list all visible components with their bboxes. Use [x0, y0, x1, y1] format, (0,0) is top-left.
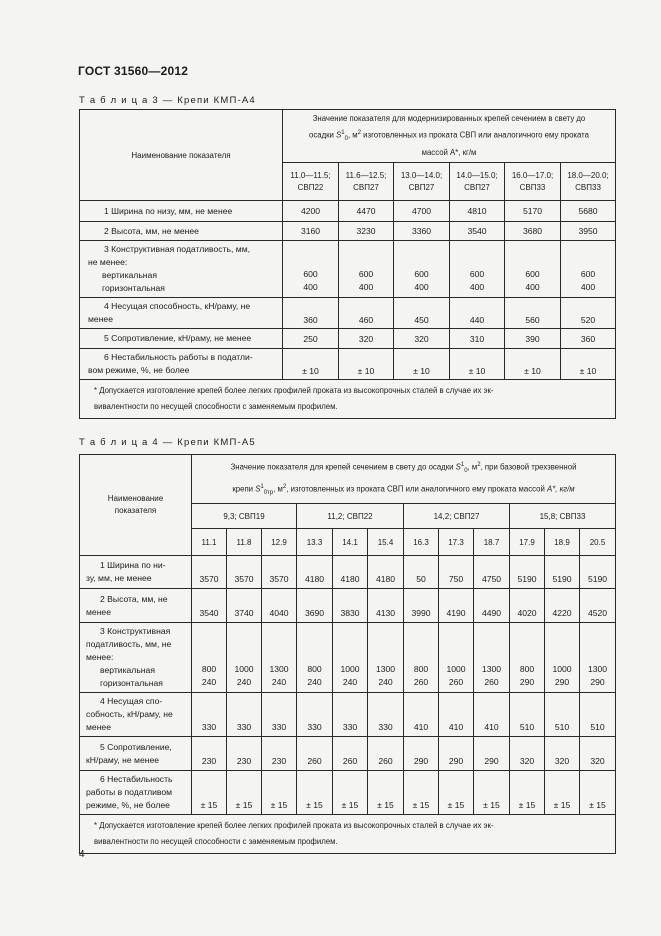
table-cell: 5190 [580, 556, 616, 589]
table-cell: 290 [474, 737, 510, 771]
table3-footnote: * Допускается изготовление крепей более легких профилей проката из высокопрочных сталей в случае их эк- вивалентности по несущей способности с заменяемым профилем. [80, 380, 616, 419]
row-label: 5 Сопротивление, кН/раму, не менее [80, 737, 192, 771]
table-cell: ± 15 [545, 771, 580, 815]
table-cell: 330 [333, 693, 368, 737]
table-cell: 600 400 [505, 241, 561, 298]
table-cell: 450 [394, 298, 450, 329]
table-cell: 520 [561, 298, 616, 329]
table-cell: 1300 290 [580, 623, 616, 693]
table-cell: 3950 [561, 222, 616, 241]
table-cell: 600 400 [394, 241, 450, 298]
table-cell: 3160 [283, 222, 339, 241]
table-row [80, 556, 616, 589]
table-row [80, 589, 616, 623]
page-number: 4 [79, 849, 85, 860]
table-cell: 5190 [510, 556, 545, 589]
table-cell: 330 [262, 693, 297, 737]
table3 [79, 109, 616, 419]
table-cell: 410 [439, 693, 474, 737]
table-cell: 4020 [510, 589, 545, 623]
table3-col-header: 13.0—14.0; СВП27 [394, 163, 450, 201]
table-cell: 4810 [450, 201, 505, 222]
table-cell: ± 15 [439, 771, 474, 815]
table-cell: 4130 [368, 589, 404, 623]
table-cell: ± 15 [474, 771, 510, 815]
table-cell: 330 [227, 693, 262, 737]
table-cell: 3540 [450, 222, 505, 241]
table-row [80, 222, 616, 241]
table-cell: ± 10 [283, 349, 339, 380]
table-cell: 460 [339, 298, 394, 329]
table4-subgroup: 11,2; СВП22 [297, 504, 404, 529]
table-cell: 320 [510, 737, 545, 771]
table-cell: 50 [404, 556, 439, 589]
table4-col-header: 16.3 [404, 529, 439, 556]
table3-group-header: Значение показателя для модернизированных крепей сечением в свету до осадки $S^1_0$, $м^2$ изготовленных из проката СВП или аналогичного ему проката массой А*, кг/м [283, 110, 616, 163]
table-cell: ± 15 [510, 771, 545, 815]
table-cell: 3230 [339, 222, 394, 241]
table-cell: 5680 [561, 201, 616, 222]
table-cell: 750 [439, 556, 474, 589]
table-cell: 230 [227, 737, 262, 771]
table-cell: 3830 [333, 589, 368, 623]
table-cell: 600 400 [339, 241, 394, 298]
table-cell: 4520 [580, 589, 616, 623]
table-cell: 3990 [404, 589, 439, 623]
table-row [80, 201, 616, 222]
table3-col-header: 16.0—17.0; СВП33 [505, 163, 561, 201]
table4-caption: Т а б л и ц а 4 — Крепи КМП-А5 [79, 437, 256, 448]
table-cell: ± 15 [262, 771, 297, 815]
table-cell: 3360 [394, 222, 450, 241]
table-row [80, 693, 616, 737]
table-cell: 4180 [368, 556, 404, 589]
table-cell: 4190 [439, 589, 474, 623]
table-cell: 320 [545, 737, 580, 771]
table-cell: 4220 [545, 589, 580, 623]
table-cell: 440 [450, 298, 505, 329]
table-cell: 250 [283, 329, 339, 349]
row-label: 2 Высота, мм, не менее [80, 222, 283, 241]
table-cell: 4470 [339, 201, 394, 222]
table-cell: 330 [368, 693, 404, 737]
table-cell: 800 240 [297, 623, 333, 693]
table-cell: 600 400 [283, 241, 339, 298]
table-row [80, 241, 616, 298]
table-cell: 510 [510, 693, 545, 737]
table-cell: 1000 260 [439, 623, 474, 693]
row-label: 3 Конструктивная податливость, мм, не менее: вертикальная горизонтальная [80, 241, 283, 298]
table3-col-header: 11.0—11.5; СВП22 [283, 163, 339, 201]
table-cell: ± 15 [192, 771, 227, 815]
table-cell: ± 10 [561, 349, 616, 380]
table-cell: 600 400 [561, 241, 616, 298]
table4-subgroup: 9,3; СВП19 [192, 504, 297, 529]
table-cell: 800 290 [510, 623, 545, 693]
table-cell: 3690 [297, 589, 333, 623]
table-cell: 410 [404, 693, 439, 737]
table-cell: ± 10 [505, 349, 561, 380]
table4-group-header: Значение показателя для крепей сечением в свету до осадки $S^1_0$, $м^2$, при базовой трехзвенной крепи $S^1_{0тр}$, $м^2$, изготовленных из проката СВП или аналогичного ему проката массой А*, кг/м [192, 455, 616, 504]
document-title: ГОСТ 31560—2012 [78, 64, 189, 78]
table-cell: 1300 260 [474, 623, 510, 693]
table4-name-header: Наименование показателя [80, 455, 192, 556]
table-row [80, 623, 616, 693]
table-cell: 1300 240 [262, 623, 297, 693]
table-cell: 4180 [297, 556, 333, 589]
table-cell: 4700 [394, 201, 450, 222]
table-cell: ± 15 [333, 771, 368, 815]
table-cell: ± 15 [227, 771, 262, 815]
table-cell: 320 [394, 329, 450, 349]
table4-col-header: 15.4 [368, 529, 404, 556]
table-cell: 4200 [283, 201, 339, 222]
table-cell: 330 [192, 693, 227, 737]
table-cell: 800 260 [404, 623, 439, 693]
row-label: 3 Конструктивная податливость, мм, не менее: вертикальная горизонтальная [80, 623, 192, 693]
table3-col-header: 11.6—12.5; СВП27 [339, 163, 394, 201]
table-cell: 510 [580, 693, 616, 737]
table-cell: 320 [339, 329, 394, 349]
table-cell: 3740 [227, 589, 262, 623]
table4-col-header: 14.1 [333, 529, 368, 556]
table-cell: ± 10 [394, 349, 450, 380]
table4 [79, 454, 616, 854]
row-label: 2 Высота, мм, не менее [80, 589, 192, 623]
table-cell: 360 [283, 298, 339, 329]
row-label: 1 Ширина по ни- зу, мм, не менее [80, 556, 192, 589]
table-cell: 260 [368, 737, 404, 771]
table3-name-header: Наименование показателя [80, 110, 283, 201]
table-cell: 230 [262, 737, 297, 771]
table4-col-header: 18.7 [474, 529, 510, 556]
table4-col-header: 11.1 [192, 529, 227, 556]
table-cell: 1000 240 [227, 623, 262, 693]
table-cell: 1000 240 [333, 623, 368, 693]
table-cell: 390 [505, 329, 561, 349]
table-cell: 4180 [333, 556, 368, 589]
table-cell: 320 [580, 737, 616, 771]
row-label: 6 Нестабильность работы в податливом режиме, %, не более [80, 771, 192, 815]
table-cell: 260 [333, 737, 368, 771]
table-cell: ± 10 [339, 349, 394, 380]
table-cell: 5170 [505, 201, 561, 222]
table-cell: 4750 [474, 556, 510, 589]
table-cell: 310 [450, 329, 505, 349]
table-cell: 230 [192, 737, 227, 771]
table-cell: 1300 240 [368, 623, 404, 693]
table3-col-header: 14.0—15.0; СВП27 [450, 163, 505, 201]
table-cell: 800 240 [192, 623, 227, 693]
table-cell: 360 [561, 329, 616, 349]
table-cell: 290 [404, 737, 439, 771]
table3-col-header: 18.0—20.0; СВП33 [561, 163, 616, 201]
table4-col-header: 18.9 [545, 529, 580, 556]
row-label: 4 Несущая спо- собность, кН/раму, не менее [80, 693, 192, 737]
row-label: 1 Ширина по низу, мм, не менее [80, 201, 283, 222]
row-label: 5 Сопротивление, кН/раму, не менее [80, 329, 283, 349]
table-cell: 4040 [262, 589, 297, 623]
table-cell: 3570 [192, 556, 227, 589]
row-label: 6 Нестабильность работы в податли- вом режиме, %, не более [80, 349, 283, 380]
table4-subgroup: 15,8; СВП33 [510, 504, 616, 529]
table4-col-header: 17.9 [510, 529, 545, 556]
row-label: 4 Несущая способность, кН/раму, не менее [80, 298, 283, 329]
table-cell: 510 [545, 693, 580, 737]
table4-footnote: * Допускается изготовление крепей более легких профилей проката из высокопрочных сталей в случае их эк- вивалентности по несущей способности с заменяемым профилем. [80, 815, 616, 854]
table4-col-header: 13.3 [297, 529, 333, 556]
table-cell: 330 [297, 693, 333, 737]
table-cell: 260 [297, 737, 333, 771]
table4-col-header: 12.9 [262, 529, 297, 556]
table3-caption: Т а б л и ц а 3 — Крепи КМП-А4 [79, 95, 256, 106]
table-cell: 290 [439, 737, 474, 771]
table-cell: ± 15 [297, 771, 333, 815]
table-row [80, 298, 616, 329]
table-cell: 3680 [505, 222, 561, 241]
table-cell: 3570 [227, 556, 262, 589]
table-cell: ± 10 [450, 349, 505, 380]
table4-subgroup: 14,2; СВП27 [404, 504, 510, 529]
table-cell: 410 [474, 693, 510, 737]
table-cell: 3540 [192, 589, 227, 623]
table-row [80, 771, 616, 815]
table-cell: 1000 290 [545, 623, 580, 693]
table4-col-header: 11.8 [227, 529, 262, 556]
table-cell: 560 [505, 298, 561, 329]
table-row [80, 349, 616, 380]
table-cell: 4490 [474, 589, 510, 623]
table-cell: ± 15 [404, 771, 439, 815]
table4-col-header: 17.3 [439, 529, 474, 556]
table-cell: 600 400 [450, 241, 505, 298]
table-cell: 3570 [262, 556, 297, 589]
table-cell: ± 15 [368, 771, 404, 815]
table-cell: 5190 [545, 556, 580, 589]
table-row [80, 329, 616, 349]
table4-col-header: 20.5 [580, 529, 616, 556]
table-cell: ± 15 [580, 771, 616, 815]
table-row [80, 737, 616, 771]
